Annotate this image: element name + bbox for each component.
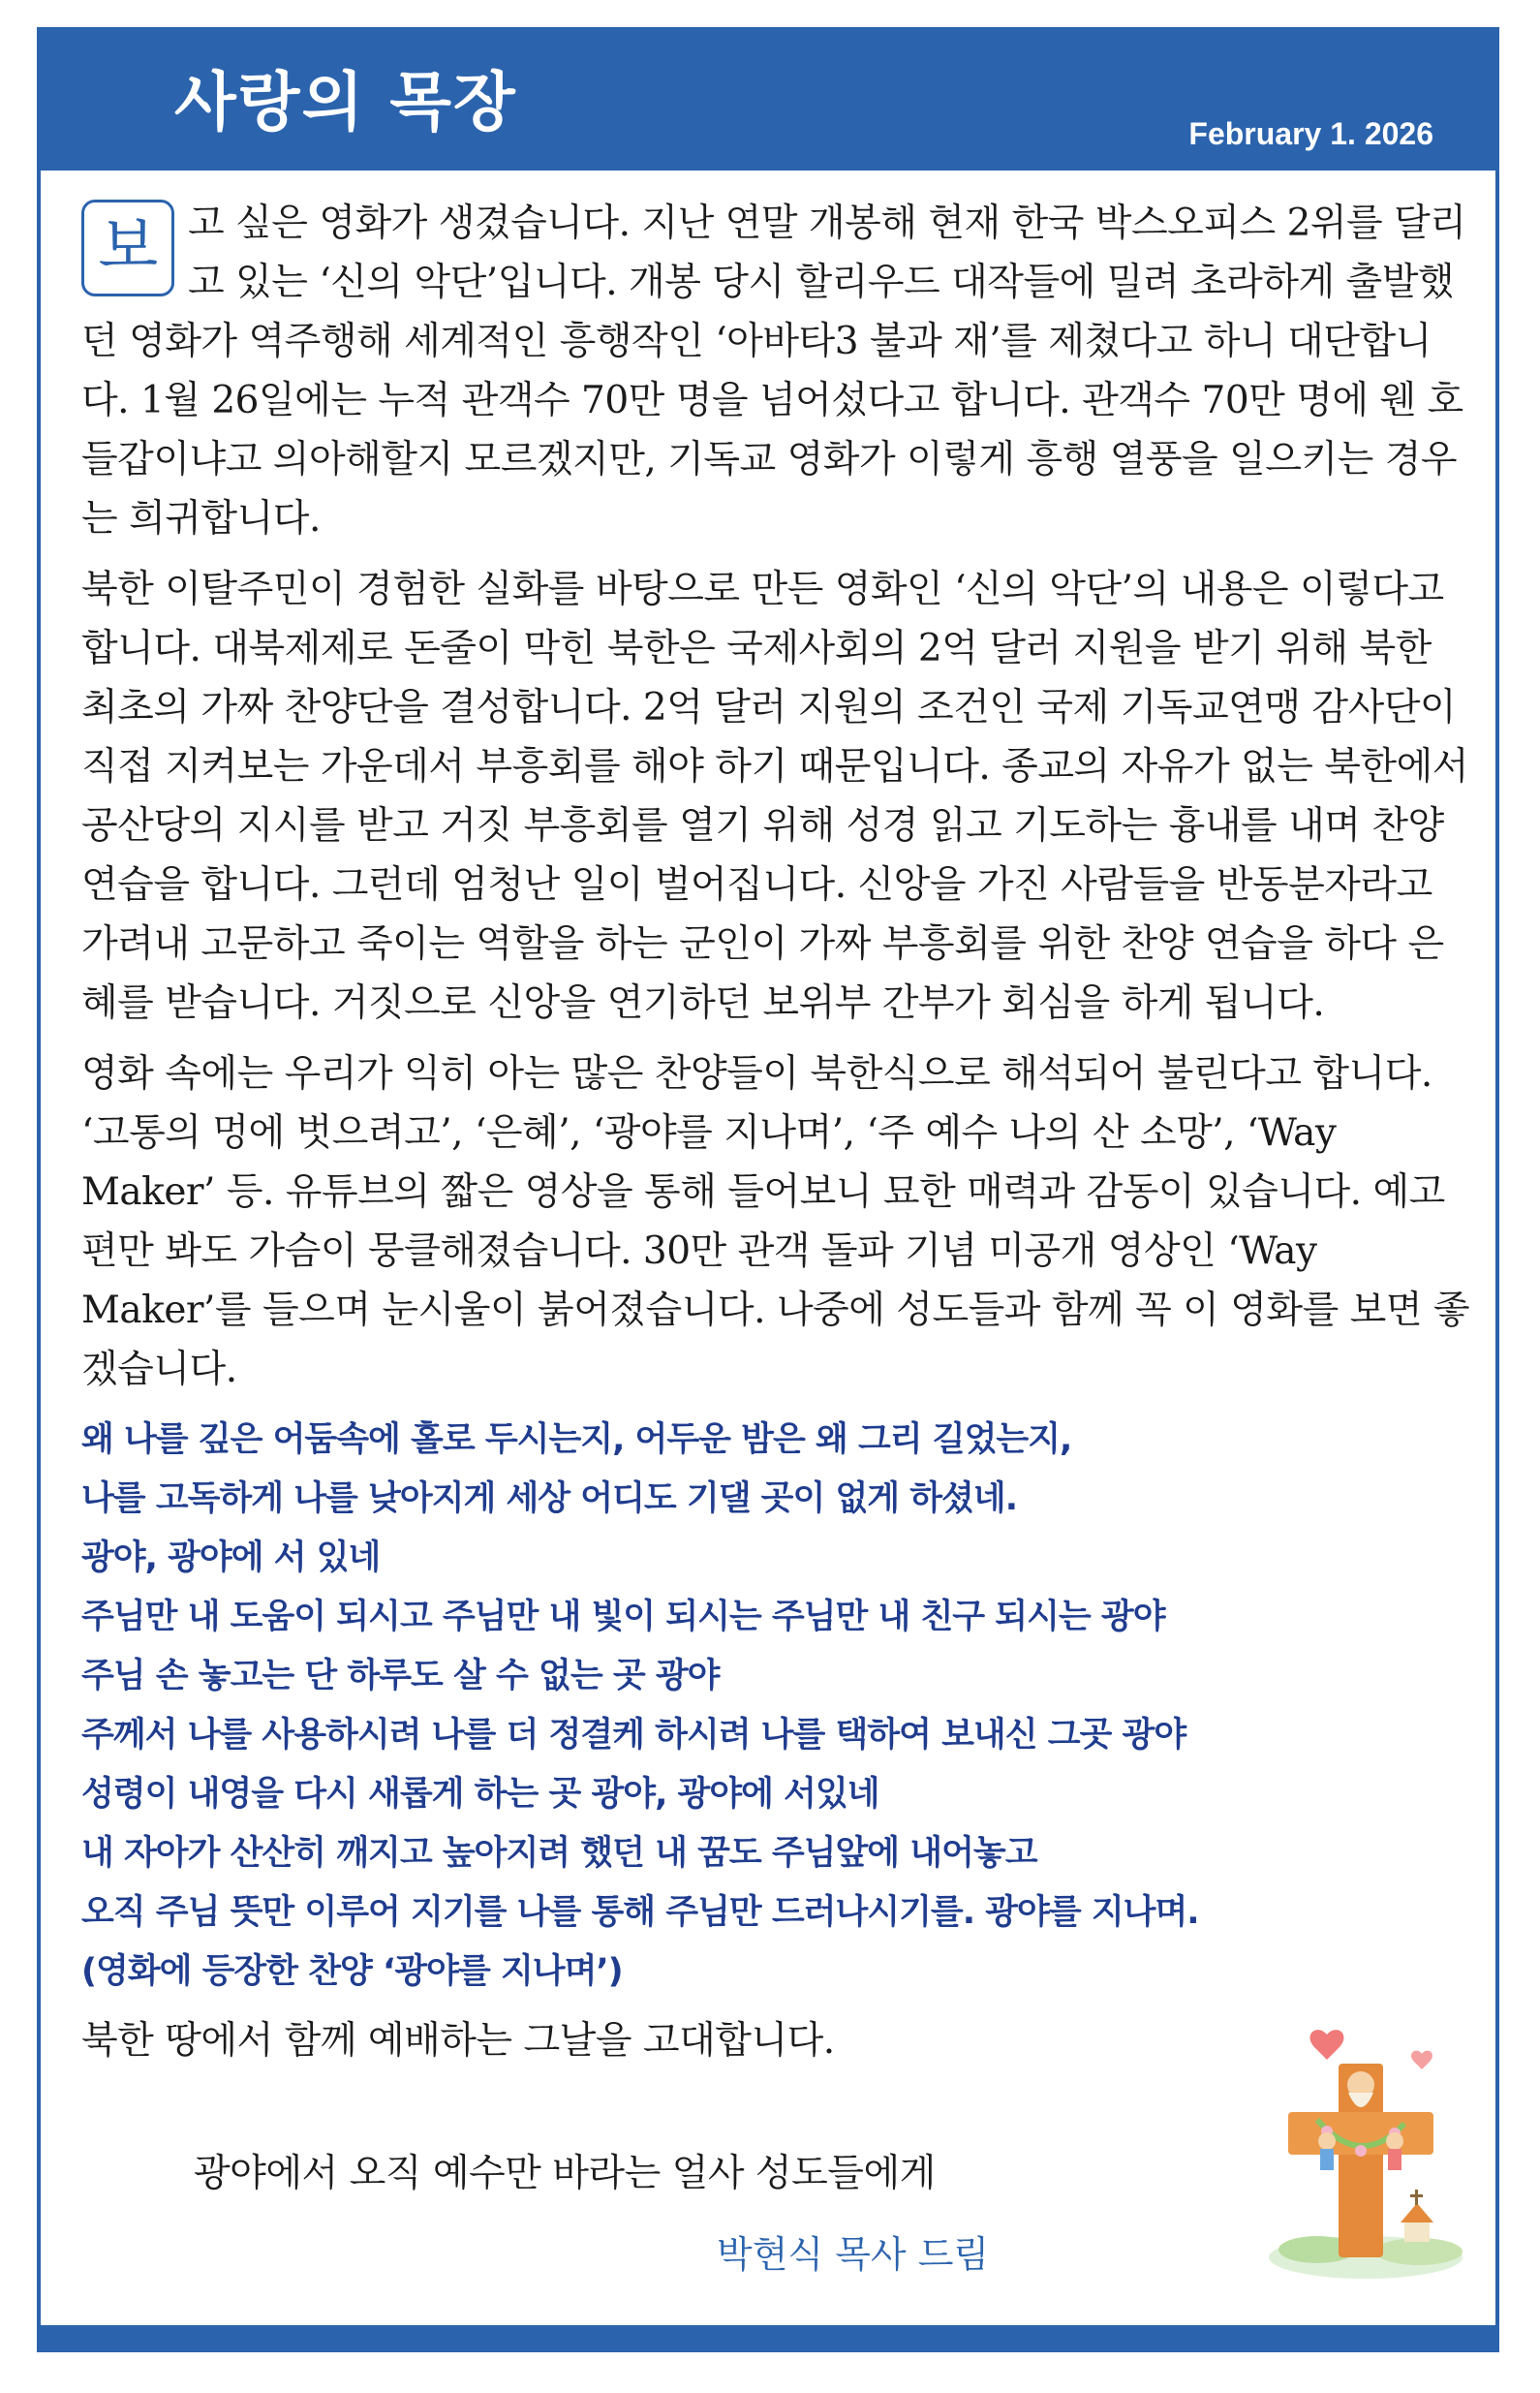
paragraph-1-text: 고 싶은 영화가 생겼습니다. 지난 연말 개봉해 현재 한국 박스오피스 2위를 달리고 있는 ‘신의 악단’입니다. 개봉 당시 할리우드 대작들에 밀려 초라하게 출발했던 영화가 역주행해 세계적인 흥행작인 ‘아바타3 불과 재’를 제쳤다고 하니 대단합니다. 1월 26일에는 누적 관객수 70만 명을 넘어섰다고 합니다. 관객수 70만 명에 웬 호들갑이냐고 의아해할지 모르겠지만, 기독교 영화가 이렇게 흥행 열풍을 일으키는 경우는 희귀합니다. bbox=[81, 202, 1466, 541]
signature-greeting: 광야에서 오직 예수만 바라는 얼사 성도들에게 bbox=[194, 2152, 936, 2195]
signature-name: 박현식 목사 드림 bbox=[717, 2233, 990, 2276]
lyric-line: 오직 주님 뜻만 이루어 지기를 나를 통해 주님만 드러나시기를. 광야를 지나며. bbox=[81, 1893, 1199, 1932]
lyric-line: 내 자아가 산산히 깨지고 높아지려 했던 내 꿈도 주님앞에 내어놓고 bbox=[81, 1834, 1037, 1873]
lyric-line: 주께서 나를 사용하시려 나를 더 정결케 하시려 나를 택하여 보내신 그곳 광야 bbox=[81, 1716, 1186, 1755]
lyric-line: 성령이 내영을 다시 새롭게 하는 곳 광야, 광야에 서있네 bbox=[81, 1775, 879, 1814]
closing-paragraph: 북한 땅에서 함께 예배하는 그날을 고대합니다. bbox=[81, 2019, 835, 2063]
song-lyrics bbox=[81, 1411, 1476, 2002]
cross-with-children-illustration-icon bbox=[1259, 1996, 1472, 2286]
lyric-line: 주님 손 놓고는 단 하루도 살 수 없는 곳 광야 bbox=[81, 1657, 720, 1695]
drop-cap: 보 bbox=[81, 200, 174, 296]
paragraph-3: 영화 속에는 우리가 익히 아는 많은 찬양들이 북한식으로 해석되어 불린다고 합니다. ‘고통의 멍에 벗으려고’, ‘은혜’, ‘광야를 지나며’, ‘주 예수 나의 산 소망’, ‘Way Maker’ 등. 유튜브의 짧은 영상을 통해 들어보니 묘한 매력과 감동이 있습니다. 예고편만 봐도 가슴이 뭉클해졌습니다. 30만 관객 돌파 기념 미공개 영상인 ‘Way Maker’를 들으며 눈시울이 붉어졌습니다. 나중에 성도들과 함께 꼭 이 영화를 보면 좋겠습니다. bbox=[81, 1052, 1470, 1391]
lyric-line: 왜 나를 깊은 어둠속에 홀로 두시는지, 어두운 밤은 왜 그리 길었는지, bbox=[81, 1420, 1072, 1459]
lyric-line: 광야, 광야에 서 있네 bbox=[81, 1538, 381, 1577]
article-body bbox=[81, 194, 1476, 2082]
lyric-line: 주님만 내 도움이 되시고 주님만 내 빛이 되시는 주님만 내 친구 되시는 광야 bbox=[81, 1598, 1165, 1636]
lyric-source-note: (영화에 등장한 찬양 ‘광야를 지나며’) bbox=[81, 1952, 623, 1991]
lyric-line: 나를 고독하게 나를 낮아지게 세상 어디도 기댈 곳이 없게 하셨네. bbox=[81, 1479, 1018, 1518]
masthead-title: 사랑의 목장 bbox=[174, 65, 517, 140]
footer-bar bbox=[37, 2325, 1499, 2352]
issue-date: February 1. 2026 bbox=[1188, 116, 1433, 151]
paragraph-1 bbox=[81, 194, 1476, 548]
paragraph-2: 북한 이탈주민이 경험한 실화를 바탕으로 만든 영화인 ‘신의 악단’의 내용은 이렇다고 합니다. 대북제제로 돈줄이 막힌 북한은 국제사회의 2억 달러 지원을 받기 위해 북한 최초의 가짜 찬양단을 결성합니다. 2억 달러 지원의 조건인 국제 기독교연맹 감사단이 직접 지켜보는 가운데서 부흥회를 해야 하기 때문입니다. 종교의 자유가 없는 북한에서 공산당의 지시를 받고 거짓 부흥회를 열기 위해 성경 읽고 기도하는 흉내를 내며 찬양 연습을 합니다. 그런데 엄청난 일이 벌어집니다. 신앙을 가진 사람들을 반동분자라고 가려내 고문하고 죽이는 역할을 하는 군인이 가짜 부흥회를 위한 찬양 연습을 하다 은혜를 받습니다. 거짓으로 신앙을 연기하던 보위부 간부가 회심을 하게 됩니다. bbox=[81, 568, 1468, 1025]
